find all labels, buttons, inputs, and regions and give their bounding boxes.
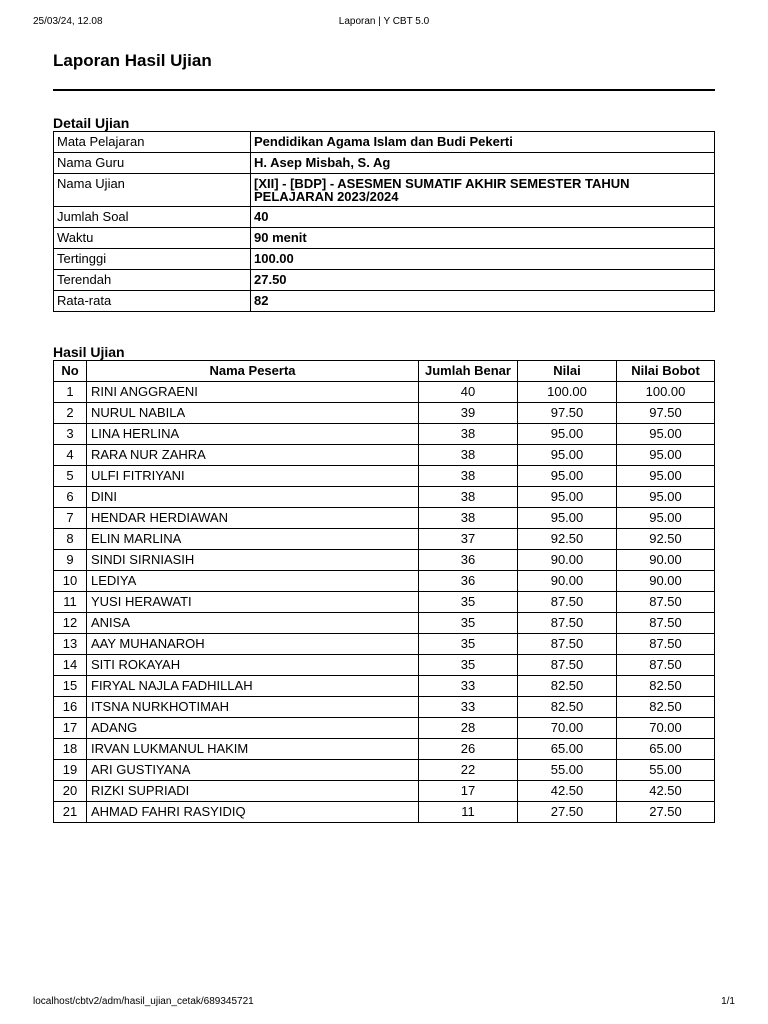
cell-nilai-bobot: 55.00	[617, 760, 715, 781]
cell-nilai: 82.50	[518, 697, 617, 718]
detail-label: Terendah	[54, 270, 251, 291]
detail-row	[54, 228, 715, 249]
cell-nama-peserta: RARA NUR ZAHRA	[87, 445, 419, 466]
cell-jumlah-benar: 26	[419, 739, 518, 760]
cell-nilai-bobot: 97.50	[617, 403, 715, 424]
header-nilai: Nilai	[518, 361, 617, 382]
cell-nama-peserta: ADANG	[87, 718, 419, 739]
cell-nilai: 27.50	[518, 802, 617, 823]
cell-nama-peserta: LEDIYA	[87, 571, 419, 592]
cell-nama-peserta: FIRYAL NAJLA FADHILLAH	[87, 676, 419, 697]
table-row	[54, 655, 715, 676]
detail-value: Pendidikan Agama Islam dan Budi Pekerti	[251, 132, 715, 153]
table-row	[54, 739, 715, 760]
detail-label: Nama Ujian	[54, 174, 251, 207]
cell-nilai-bobot: 95.00	[617, 487, 715, 508]
cell-jumlah-benar: 35	[419, 592, 518, 613]
cell-no: 14	[54, 655, 87, 676]
table-row	[54, 676, 715, 697]
detail-value: 27.50	[251, 270, 715, 291]
detail-section-title: Detail Ujian	[53, 115, 130, 131]
table-row	[54, 529, 715, 550]
table-row	[54, 718, 715, 739]
cell-jumlah-benar: 40	[419, 382, 518, 403]
cell-nilai-bobot: 95.00	[617, 445, 715, 466]
cell-nilai: 95.00	[518, 487, 617, 508]
cell-nilai-bobot: 95.00	[617, 508, 715, 529]
cell-no: 4	[54, 445, 87, 466]
cell-nama-peserta: SINDI SIRNIASIH	[87, 550, 419, 571]
cell-no: 16	[54, 697, 87, 718]
detail-row	[54, 291, 715, 312]
cell-nama-peserta: DINI	[87, 487, 419, 508]
cell-jumlah-benar: 38	[419, 445, 518, 466]
cell-no: 6	[54, 487, 87, 508]
detail-value: [XII] - [BDP] - ASESMEN SUMATIF AKHIR SEMESTER TAHUN PELAJARAN 2023/2024	[251, 174, 715, 207]
hasil-header-row	[54, 361, 715, 382]
cell-nilai-bobot: 90.00	[617, 571, 715, 592]
cell-nama-peserta: RIZKI SUPRIADI	[87, 781, 419, 802]
print-datetime: 25/03/24, 12.08	[33, 16, 103, 27]
cell-no: 18	[54, 739, 87, 760]
cell-no: 13	[54, 634, 87, 655]
hasil-table	[53, 360, 715, 823]
detail-row	[54, 270, 715, 291]
table-row	[54, 697, 715, 718]
table-row	[54, 508, 715, 529]
detail-label: Tertinggi	[54, 249, 251, 270]
cell-nama-peserta: ITSNA NURKHOTIMAH	[87, 697, 419, 718]
cell-no: 12	[54, 613, 87, 634]
report-content	[53, 50, 715, 823]
cell-nama-peserta: NURUL NABILA	[87, 403, 419, 424]
cell-jumlah-benar: 37	[419, 529, 518, 550]
detail-value: H. Asep Misbah, S. Ag	[251, 153, 715, 174]
table-row	[54, 487, 715, 508]
cell-jumlah-benar: 38	[419, 424, 518, 445]
title-divider	[53, 89, 715, 91]
cell-jumlah-benar: 17	[419, 781, 518, 802]
cell-no: 3	[54, 424, 87, 445]
table-row	[54, 571, 715, 592]
cell-jumlah-benar: 36	[419, 550, 518, 571]
cell-no: 5	[54, 466, 87, 487]
detail-value: 82	[251, 291, 715, 312]
cell-nilai: 92.50	[518, 529, 617, 550]
cell-nama-peserta: SITI ROKAYAH	[87, 655, 419, 676]
cell-no: 2	[54, 403, 87, 424]
table-row	[54, 382, 715, 403]
table-row	[54, 445, 715, 466]
cell-nilai-bobot: 90.00	[617, 550, 715, 571]
cell-jumlah-benar: 36	[419, 571, 518, 592]
cell-nama-peserta: ELIN MARLINA	[87, 529, 419, 550]
cell-nilai-bobot: 87.50	[617, 592, 715, 613]
cell-jumlah-benar: 39	[419, 403, 518, 424]
cell-nilai: 65.00	[518, 739, 617, 760]
detail-label: Jumlah Soal	[54, 207, 251, 228]
cell-no: 1	[54, 382, 87, 403]
cell-nama-peserta: ULFI FITRIYANI	[87, 466, 419, 487]
table-row	[54, 403, 715, 424]
header-nilai-bobot: Nilai Bobot	[617, 361, 715, 382]
table-row	[54, 613, 715, 634]
cell-nilai-bobot: 95.00	[617, 466, 715, 487]
print-page-title: Laporan | Y CBT 5.0	[338, 16, 430, 27]
detail-row	[54, 249, 715, 270]
cell-nilai: 87.50	[518, 613, 617, 634]
print-page-number: 1/1	[721, 996, 735, 1007]
table-row	[54, 424, 715, 445]
cell-nilai-bobot: 82.50	[617, 697, 715, 718]
cell-nilai-bobot: 100.00	[617, 382, 715, 403]
print-url: localhost/cbtv2/adm/hasil_ujian_cetak/689345721	[33, 996, 254, 1007]
cell-nilai: 42.50	[518, 781, 617, 802]
cell-nilai: 87.50	[518, 634, 617, 655]
cell-nilai: 87.50	[518, 592, 617, 613]
cell-no: 10	[54, 571, 87, 592]
cell-nilai-bobot: 70.00	[617, 718, 715, 739]
hasil-section-title: Hasil Ujian	[53, 344, 125, 360]
cell-no: 8	[54, 529, 87, 550]
table-row	[54, 781, 715, 802]
cell-nilai: 82.50	[518, 676, 617, 697]
cell-nilai-bobot: 92.50	[617, 529, 715, 550]
cell-nilai: 95.00	[518, 445, 617, 466]
cell-jumlah-benar: 38	[419, 466, 518, 487]
table-row	[54, 592, 715, 613]
cell-jumlah-benar: 33	[419, 676, 518, 697]
detail-label: Waktu	[54, 228, 251, 249]
cell-nilai-bobot: 42.50	[617, 781, 715, 802]
table-row	[54, 466, 715, 487]
cell-jumlah-benar: 35	[419, 634, 518, 655]
cell-nama-peserta: YUSI HERAWATI	[87, 592, 419, 613]
cell-nama-peserta: LINA HERLINA	[87, 424, 419, 445]
detail-row	[54, 153, 715, 174]
cell-nilai: 90.00	[518, 550, 617, 571]
detail-row	[54, 132, 715, 153]
cell-nilai: 90.00	[518, 571, 617, 592]
cell-no: 15	[54, 676, 87, 697]
cell-nama-peserta: ANISA	[87, 613, 419, 634]
cell-nilai: 70.00	[518, 718, 617, 739]
cell-nama-peserta: IRVAN LUKMANUL HAKIM	[87, 739, 419, 760]
header-no: No	[54, 361, 87, 382]
cell-nilai: 97.50	[518, 403, 617, 424]
detail-value: 40	[251, 207, 715, 228]
cell-nilai: 87.50	[518, 655, 617, 676]
cell-nilai-bobot: 82.50	[617, 676, 715, 697]
table-row	[54, 634, 715, 655]
cell-nama-peserta: AHMAD FAHRI RASYIDIQ	[87, 802, 419, 823]
detail-label: Rata-rata	[54, 291, 251, 312]
header-nama-peserta: Nama Peserta	[87, 361, 419, 382]
cell-no: 20	[54, 781, 87, 802]
cell-no: 21	[54, 802, 87, 823]
cell-jumlah-benar: 11	[419, 802, 518, 823]
cell-jumlah-benar: 28	[419, 718, 518, 739]
report-title: Laporan Hasil Ujian	[53, 51, 212, 70]
detail-row	[54, 174, 715, 207]
cell-nilai: 95.00	[518, 466, 617, 487]
detail-table	[53, 131, 715, 312]
cell-jumlah-benar: 38	[419, 487, 518, 508]
cell-nilai-bobot: 87.50	[617, 613, 715, 634]
cell-no: 9	[54, 550, 87, 571]
table-row	[54, 802, 715, 823]
cell-nama-peserta: HENDAR HERDIAWAN	[87, 508, 419, 529]
cell-nilai-bobot: 87.50	[617, 655, 715, 676]
cell-no: 7	[54, 508, 87, 529]
detail-value: 100.00	[251, 249, 715, 270]
cell-no: 17	[54, 718, 87, 739]
cell-jumlah-benar: 38	[419, 508, 518, 529]
header-jumlah-benar: Jumlah Benar	[419, 361, 518, 382]
cell-jumlah-benar: 33	[419, 697, 518, 718]
cell-nilai-bobot: 65.00	[617, 739, 715, 760]
cell-nilai-bobot: 87.50	[617, 634, 715, 655]
cell-nilai-bobot: 95.00	[617, 424, 715, 445]
detail-label: Mata Pelajaran	[54, 132, 251, 153]
cell-nilai: 95.00	[518, 508, 617, 529]
cell-jumlah-benar: 35	[419, 655, 518, 676]
detail-label: Nama Guru	[54, 153, 251, 174]
cell-nilai: 95.00	[518, 424, 617, 445]
detail-value: 90 menit	[251, 228, 715, 249]
cell-nama-peserta: AAY MUHANAROH	[87, 634, 419, 655]
cell-nilai: 55.00	[518, 760, 617, 781]
cell-no: 19	[54, 760, 87, 781]
cell-nama-peserta: RINI ANGGRAENI	[87, 382, 419, 403]
cell-nilai: 100.00	[518, 382, 617, 403]
cell-jumlah-benar: 22	[419, 760, 518, 781]
print-header	[33, 16, 735, 30]
cell-jumlah-benar: 35	[419, 613, 518, 634]
table-row	[54, 760, 715, 781]
print-footer	[33, 996, 735, 1010]
cell-no: 11	[54, 592, 87, 613]
cell-nama-peserta: ARI GUSTIYANA	[87, 760, 419, 781]
table-row	[54, 550, 715, 571]
detail-row	[54, 207, 715, 228]
cell-nilai-bobot: 27.50	[617, 802, 715, 823]
